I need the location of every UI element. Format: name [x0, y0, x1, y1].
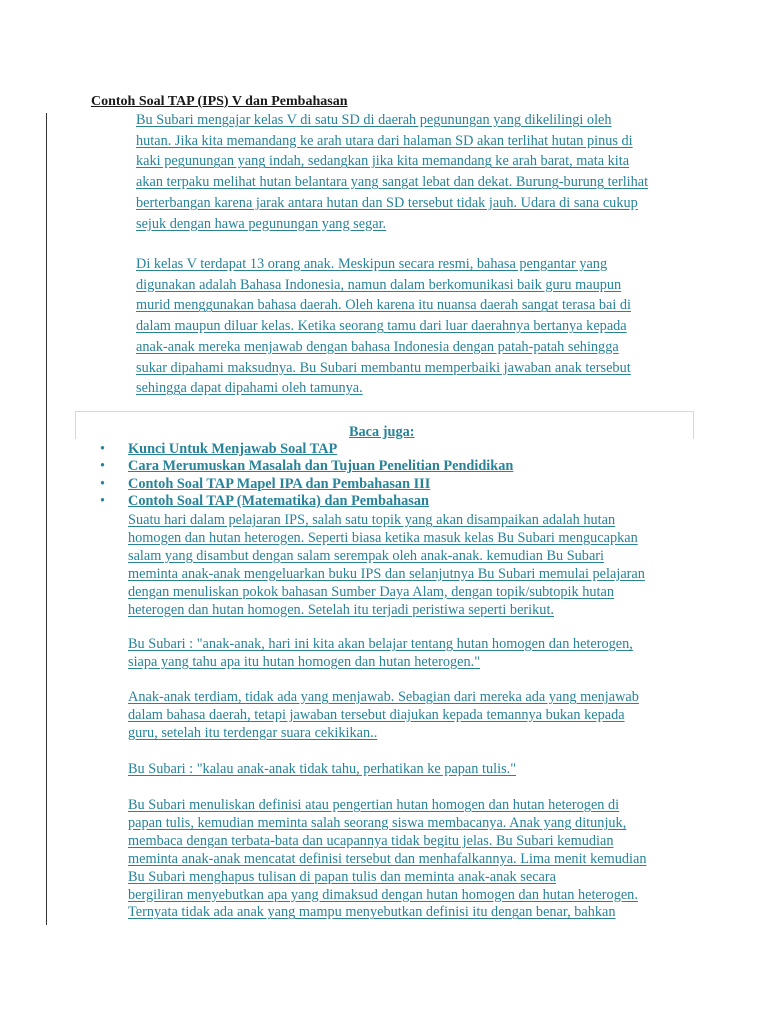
bullet-icon: • [100, 475, 106, 492]
story-paragraph-4[interactable]: Bu Subari : "kalau anak-anak tidak tahu, perhatikan ke papan tulis." [128, 761, 517, 777]
bullet-icon: • [100, 493, 106, 510]
related-links-list [100, 441, 513, 511]
bullet-icon: • [100, 441, 106, 457]
baca-juga-heading: Baca juga: [349, 424, 415, 440]
related-link-rumusan-masalah[interactable]: Cara Merumuskan Masalah dan Tujuan Penelitian Pendidikan [128, 458, 514, 475]
story-paragraph-2[interactable]: Bu Subari : "anak-anak, hari ini kita akan belajar tentang hutan homogen dan heterogen, siapa yang tahu apa itu hutan homogen dan hutan heterogen." [128, 636, 633, 670]
related-link-item [100, 476, 513, 493]
story-paragraph-1[interactable]: Suatu hari dalam pelajaran IPS, salah satu topik yang akan disampaikan adalah hutan homogen dan hutan heterogen. Seperti biasa ketika masuk kelas Bu Subari mengucapkan salam yang disambut dengan salam serempak oleh anak-anak. kemudian Bu Subari meminta anak-anak mengeluarkan buku IPS dan selanjutnya Bu Subari memulai pelajaran dengan menuliskan pokok bahasan Sumber Daya Alam, dengan topik/subtopik hutan heterogen dan hutan homogen. Setelah itu terjadi peristiwa seperti berikut. [128, 512, 645, 618]
intro-paragraph-1[interactable]: Bu Subari mengajar kelas V di satu SD di daerah pegunungan yang dikelilingi oleh hutan. Jika kita memandang ke arah utara dari halaman SD akan terlihat hutan pinus di kaki pegunungan yang indah, sedangkan jika kita memandang ke arah barat, mata kita akan terpaku melihat hutan belantara yang sangat lebat dan dekat. Burung-burung terlihat berterbangan karena jarak antara hutan dan SD tersebut tidak jauh. Udara di sana cukup sejuk dengan hawa pegunungan yang segar. [136, 112, 649, 232]
related-link-tap-ipa[interactable]: Contoh Soal TAP Mapel IPA dan Pembahasan III [128, 475, 431, 492]
story-paragraph-5[interactable]: Bu Subari menuliskan definisi atau pengertian hutan homogen dan hutan heterogen di papan tulis, kemudian meminta salah seorang siswa membacanya. Anak yang ditunjuk, membaca dengan terbata-bata dan ucapannya tidak begitu jelas. Bu Subari kemudian meminta anak-anak mencatat definisi tersebut dan menhafalkannya. Lima menit kemudian Bu Subari menghapus tulisan di papan tulis dan meminta anak-anak secara bergiliran menyebutkan apa yang dimaksud dengan hutan homogen dan hutan heterogen. Ternyata tidak ada anak yang mampu menyebutkan definisi itu dengan benar, bahkan [128, 797, 647, 921]
left-margin-rule [46, 113, 47, 925]
related-link-kunci-tap[interactable]: Kunci Untuk Menjawab Soal TAP [128, 441, 338, 457]
related-link-item [100, 493, 513, 510]
related-link-item [100, 458, 513, 475]
related-link-tap-matematika[interactable]: Contoh Soal TAP (Matematika) dan Pembahasan [128, 493, 429, 510]
related-link-item [100, 441, 513, 458]
story-paragraph-3[interactable]: Anak-anak terdiam, tidak ada yang menjawab. Sebagian dari mereka ada yang menjawab dalam bahasa daerah, tetapi jawaban tersebut diajukan kepada temannya bukan kepada guru, setelah itu terdengar suara cekikikan.. [128, 689, 639, 741]
page-title: Contoh Soal TAP (IPS) V dan Pembahasan [91, 94, 348, 109]
bullet-icon: • [100, 458, 106, 475]
intro-paragraph-2[interactable]: Di kelas V terdapat 13 orang anak. Meskipun secara resmi, bahasa pengantar yang digunakan adalah Bahasa Indonesia, namun dalam berkomunikasi baik guru maupun murid menggunakan bahasa daerah. Oleh karena itu nuansa daerah sangat terasa bai di dalam maupun diluar kelas. Ketika seorang tamu dari luar daerahnya bertanya kepada anak-anak mereka menjawab dengan bahasa Indonesia dengan patah-patah sehingga sukar dipahami maksudnya. Bu Subari membantu memperbaiki jawaban anak tersebut sehingga dapat dipahami oleh tamunya. [136, 256, 632, 397]
